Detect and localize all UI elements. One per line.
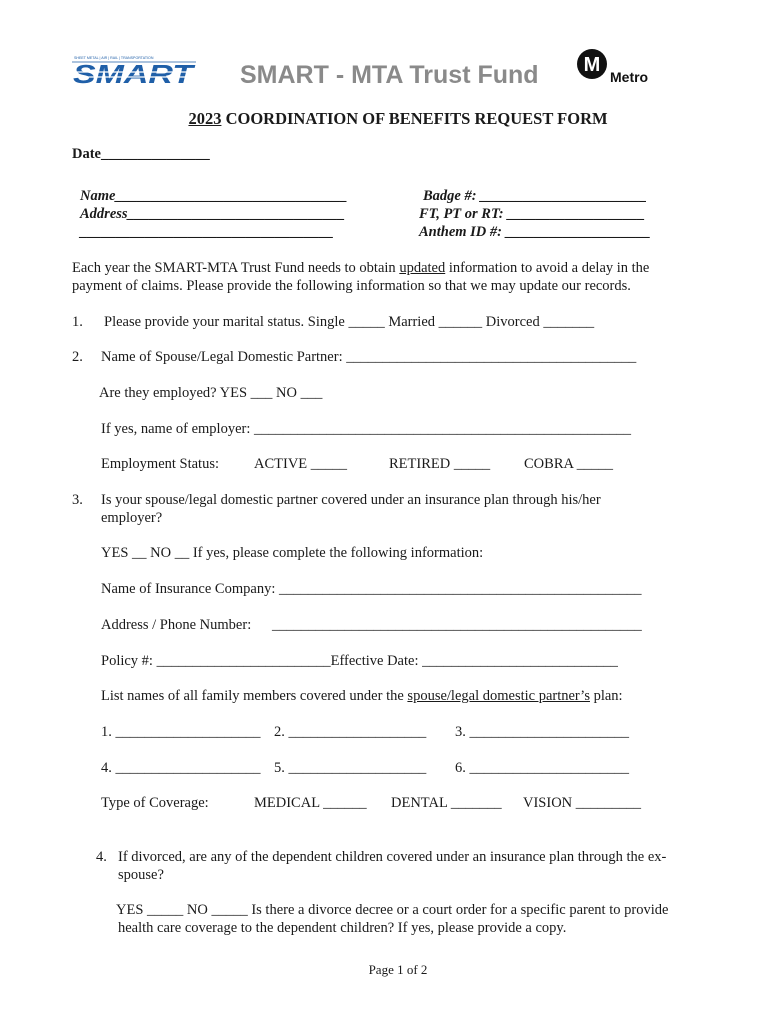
question-3-text-line-1: Is your spouse/legal domestic partner covered under an insurance plan through his/her xyxy=(101,492,601,508)
insurance-company-field[interactable]: Name of Insurance Company: __________________________________________________ xyxy=(101,581,642,597)
metro-logo-letter: M xyxy=(583,54,601,76)
status-cobra-field[interactable]: COBRA _____ xyxy=(524,456,614,472)
family-member-5-field[interactable]: 5. ___________________ xyxy=(274,760,427,776)
intro-updated: updated xyxy=(399,260,446,276)
name-field[interactable]: Name________________________________ xyxy=(80,188,348,204)
policy-effective-date-field[interactable]: Policy #: ________________________Effective Date: ___________________________ xyxy=(101,653,618,669)
spouse-employed-field[interactable]: Are they employed? YES ___ NO ___ xyxy=(99,385,323,401)
smart-logo xyxy=(72,54,198,86)
employer-name-field[interactable]: If yes, name of employer: ____________________________________________________ xyxy=(101,421,632,437)
smart-logo-subtext: SHEET METAL | AIR | RAIL | TRANSPORTATION xyxy=(74,56,154,60)
badge-field[interactable]: Badge #: _______________________ xyxy=(423,188,647,204)
question-1-number: 1. xyxy=(72,314,83,330)
family-member-4-field[interactable]: 4. ____________________ xyxy=(101,760,261,776)
coverage-type-label: Type of Coverage: xyxy=(101,795,209,811)
coverage-vision-field[interactable]: VISION _________ xyxy=(523,795,642,811)
family-members-label: List names of all family members covered under the spouse/legal domestic partner’s plan: xyxy=(101,688,623,704)
divorce-coverage-field[interactable]: YES _____ NO _____ Is there a divorce decree or a court order for a specific parent to provide xyxy=(116,902,669,918)
address-field-line2[interactable]: ___________________________________ xyxy=(80,224,334,240)
spouse-covered-field[interactable]: YES __ NO __ If yes, please complete the following information: xyxy=(101,545,484,561)
family-member-2-field[interactable]: 2. ___________________ xyxy=(274,724,427,740)
form-title xyxy=(0,109,770,129)
question-4-text-line-1: If divorced, are any of the dependent children covered under an insurance plan through the ex- xyxy=(118,849,667,865)
question-2-number: 2. xyxy=(72,349,83,365)
employment-status-label: Employment Status: xyxy=(101,456,220,472)
employment-type-field[interactable]: FT, PT or RT: ___________________ xyxy=(419,206,645,222)
page-number: Page 1 of 2 xyxy=(368,962,428,977)
address-field[interactable]: Address______________________________ xyxy=(80,206,346,222)
intro-line-2: payment of claims. Please provide the following information so that we may update our records. xyxy=(72,278,631,294)
anthem-id-field[interactable]: Anthem ID #: ____________________ xyxy=(419,224,651,240)
header-title: SMART - MTA Trust Fund xyxy=(240,61,539,89)
status-retired-field[interactable]: RETIRED _____ xyxy=(389,456,491,472)
family-member-1-field[interactable]: 1. ____________________ xyxy=(101,724,261,740)
coverage-dental-field[interactable]: DENTAL _______ xyxy=(391,795,502,811)
address-phone-field[interactable]: ___________________________________________________ xyxy=(272,617,642,633)
date-field[interactable]: Date_______________ xyxy=(72,146,210,162)
status-active-field[interactable]: ACTIVE _____ xyxy=(254,456,348,472)
spouse-partner-plan: spouse/legal domestic partner’s xyxy=(407,688,590,704)
form-title-year: 2023 xyxy=(188,109,222,128)
family-member-3-field[interactable]: 3. ______________________ xyxy=(455,724,629,740)
question-4-number: 4. xyxy=(96,849,107,865)
question-3-number: 3. xyxy=(72,492,83,508)
spouse-name-field[interactable]: Name of Spouse/Legal Domestic Partner: ________________________________________ xyxy=(101,349,637,365)
form-title-rest: COORDINATION OF BENEFITS REQUEST FORM xyxy=(221,109,608,128)
divorce-coverage-line-2: health care coverage to the dependent children? If yes, please provide a copy. xyxy=(118,920,567,936)
family-member-6-field[interactable]: 6. ______________________ xyxy=(455,760,629,776)
intro-line-1: Each year the SMART-MTA Trust Fund needs to obtain updated information to avoid a delay in the xyxy=(72,260,650,276)
smart-logo-text: SMART xyxy=(73,59,196,86)
metro-logo xyxy=(576,48,656,88)
metro-logo-text: Metro xyxy=(610,69,649,85)
coverage-medical-field[interactable]: MEDICAL ______ xyxy=(254,795,367,811)
question-4-text-line-2: spouse? xyxy=(118,867,164,883)
question-3-text-line-2: employer? xyxy=(101,510,163,526)
address-phone-label: Address / Phone Number: xyxy=(101,617,252,633)
marital-status-question[interactable]: Please provide your marital status. Single _____ Married ______ Divorced _______ xyxy=(104,314,595,330)
